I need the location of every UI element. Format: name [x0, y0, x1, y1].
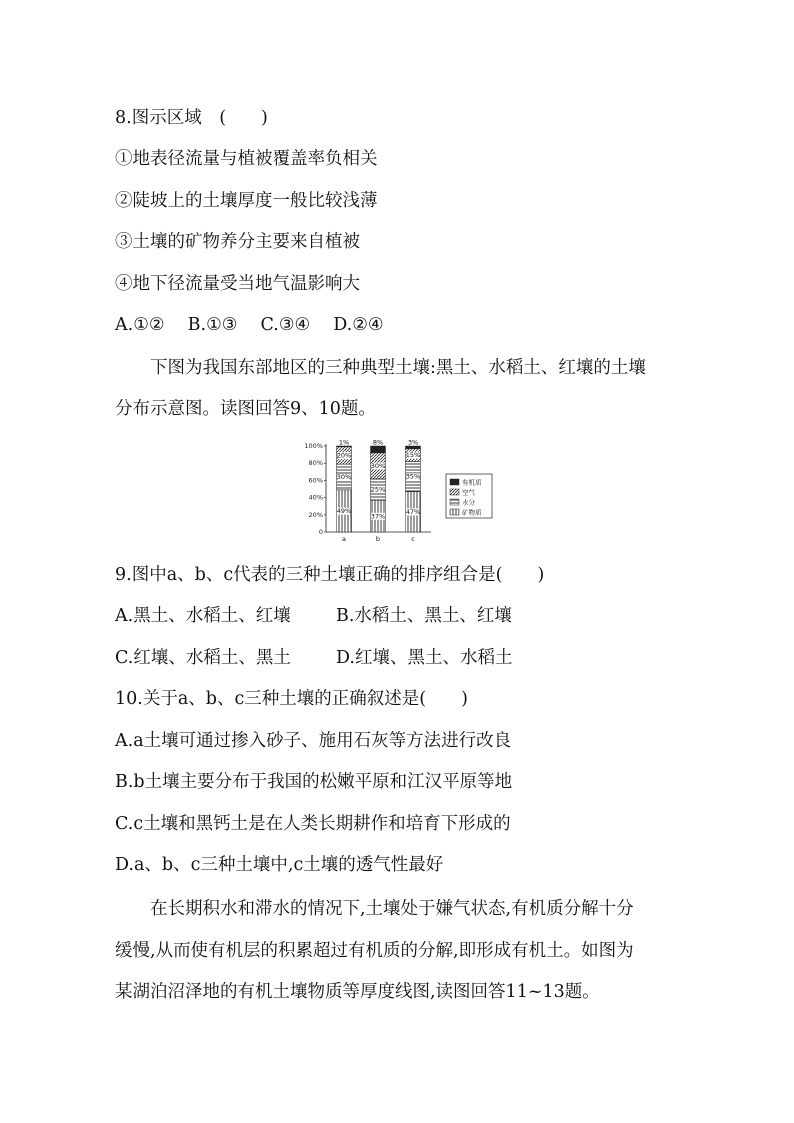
data-label: 49%: [336, 507, 352, 516]
intro1-line2: 分布示意图。读图回答9、10题。: [115, 399, 376, 419]
y-tick-label: 0: [318, 528, 323, 536]
data-label: 30%: [336, 473, 352, 482]
data-label: 25%: [370, 485, 386, 494]
q9-option-b: B.水稻土、黑土、红壤: [336, 606, 512, 626]
q9-option-d: D.红壤、黑土、水稻土: [336, 648, 513, 668]
legend-label: 水分: [462, 498, 475, 507]
q8-stem: 8.图示区域 ( ): [115, 108, 268, 128]
q9-option-c: C.红壤、水稻土、黑土: [115, 648, 291, 668]
legend-swatch: [450, 499, 459, 505]
q10-stem: 10.关于a、b、c三种土壤的正确叙述是( ): [115, 689, 468, 709]
legend-label: 空气: [462, 488, 475, 497]
soil-composition-chart: [296, 436, 496, 542]
y-tick-label: 20%: [308, 510, 323, 519]
y-tick-label: 60%: [308, 476, 323, 485]
category-label-b: b: [375, 535, 381, 542]
q10-option-a: A.a土壤可通过掺入砂子、施用石灰等方法进行改良: [115, 731, 512, 751]
intro2-line3: 某湖泊沼泽地的有机土壤物质等厚度线图,读图回答11~13题。: [115, 982, 600, 1002]
y-tick-label: 80%: [308, 459, 323, 468]
intro2-line1: 在长期积水和滞水的情况下,土壤处于嫌气状态,有机质分解十分: [150, 899, 634, 919]
data-label: 8%: [372, 438, 384, 447]
q8-option-4: ④地下径流量受当地气温影响大: [115, 274, 360, 294]
q10-option-d: D.a、b、c三种土壤中,c土壤的透气性最好: [115, 855, 444, 875]
q8-option-1: ①地表径流量与植被覆盖率负相关: [115, 149, 378, 169]
q8-option-2: ②陡坡上的土壤厚度一般比较浅薄: [115, 191, 378, 211]
bar-segment-b: [371, 446, 386, 453]
data-label: 35%: [405, 472, 421, 481]
legend-swatch: [450, 479, 459, 485]
legend-label: 矿物质: [462, 508, 482, 517]
intro2-line2: 缓慢,从而使有机层的积累超过有机质的分解,即形成有机土。如图为: [115, 941, 634, 961]
data-label: 30%: [370, 461, 386, 470]
legend-label: 有机质: [462, 478, 482, 487]
q8-option-3: ③土壤的矿物养分主要来自植被: [115, 232, 360, 252]
data-label: 15%: [405, 451, 421, 460]
y-tick-label: 40%: [308, 493, 323, 502]
data-label: 37%: [370, 512, 386, 521]
q10-option-c: C.c土壤和黑钙土是在人类长期耕作和培育下形成的: [115, 814, 511, 834]
category-label-c: c: [411, 535, 415, 542]
legend-swatch: [450, 489, 459, 495]
intro1-line1: 下图为我国东部地区的三种典型土壤:黑土、水稻土、红壤的土壤: [150, 358, 646, 378]
legend-swatch: [450, 509, 459, 515]
q9-stem: 9.图中a、b、c代表的三种土壤正确的排序组合是( ): [115, 565, 545, 585]
data-label: 1%: [338, 438, 350, 447]
category-label-a: a: [342, 535, 346, 542]
y-tick-label: 100%: [304, 442, 323, 450]
q8-choices: A.①② B.①③ C.③④ D.②④: [115, 315, 384, 335]
q9-option-a: A.黑土、水稻土、红壤: [115, 606, 291, 626]
data-label: 47%: [405, 507, 421, 516]
data-label: 3%: [407, 438, 419, 447]
q10-option-b: B.b土壤主要分布于我国的松嫩平原和江汉平原等地: [115, 772, 513, 792]
data-label: 20%: [336, 451, 352, 460]
